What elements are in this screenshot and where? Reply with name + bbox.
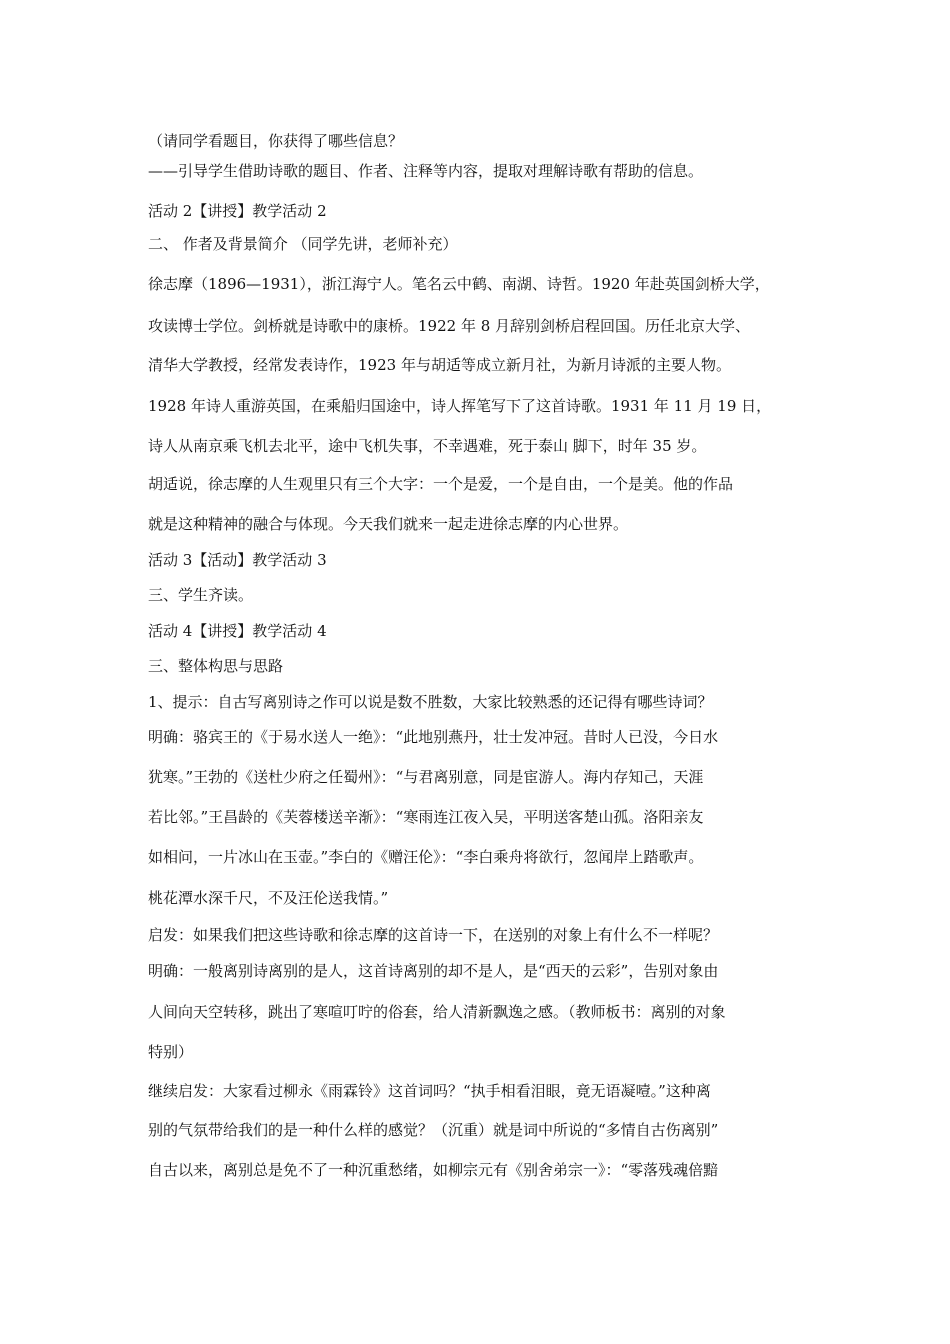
text-line: （请同学看题目，你获得了哪些信息？: [148, 132, 404, 150]
text-line: 别的气氛带给我们的是一种什么样的感觉？（沉重）就是词中所说的“多情自古伤离别”: [148, 1121, 719, 1139]
text-line: 诗人从南京乘飞机去北平，途中飞机失事，不幸遇难，死于泰山 脚下，时年 35 岁。: [148, 437, 707, 455]
text-line: 胡适说，徐志摩的人生观里只有三个大字：一个是爱，一个是自由，一个是美。他的作品: [148, 475, 734, 493]
text-line: 继续启发：大家看过柳永《雨霖铃》这首词吗？“执手相看泪眼，竟无语凝噎。”这种离: [148, 1082, 711, 1100]
text-line: 清华大学教授，经常发表诗作，1923 年与胡适等成立新月社，为新月诗派的主要人物。: [148, 356, 731, 374]
text-line: 特别）: [148, 1043, 194, 1061]
section-heading: 三、学生齐读。: [148, 586, 254, 604]
text-line: 明确：一般离别诗离别的是人，这首诗离别的却不是人，是“西天的云彩”，告别对象由: [148, 962, 719, 980]
text-line: 攻读博士学位。剑桥就是诗歌中的康桥。1922 年 8 月辞别剑桥启程回国。历任北京大学、: [148, 317, 751, 335]
text-line: 犹寒。”王勃的《送杜少府之任蜀州》：“与君离别意，同是宦游人。海内存知己，天涯: [148, 768, 704, 786]
text-line: 桃花潭水深千尺，不及汪伦送我情。”: [148, 889, 389, 907]
text-line: 1928 年诗人重游英国，在乘船归国途中，诗人挥笔写下了这首诗歌。1931 年 11 月 19 日，: [148, 397, 772, 415]
text-line: 明确：骆宾王的《于易水送人一绝》：“此地别燕丹，壮士发冲冠。昔时人已没，今日水: [148, 728, 719, 746]
section-heading: 活动 3【活动】教学活动 3: [148, 551, 327, 569]
text-line: ——引导学生借助诗歌的题目、作者、注释等内容，提取对理解诗歌有帮助的信息。: [148, 162, 704, 180]
section-heading: 二、 作者及背景简介 （同学先讲，老师补充）: [148, 235, 458, 253]
text-line: 启发：如果我们把这些诗歌和徐志摩的这首诗一下，在送别的对象上有什么不一样呢？: [148, 926, 719, 944]
text-line: 若比邻。”王昌龄的《芙蓉楼送辛渐》：“寒雨连江夜入吴，平明送客楚山孤。洛阳亲友: [148, 808, 704, 826]
text-line: 1、提示：自古写离别诗之作可以说是数不胜数，大家比较熟悉的还记得有哪些诗词？: [148, 693, 713, 711]
section-heading: 三、整体构思与思路: [148, 657, 284, 675]
section-heading: 活动 4【讲授】教学活动 4: [148, 622, 327, 640]
text-line: 如相问，一片冰山在玉壶。”李白的《赠汪伦》：“李白乘舟将欲行，忽闻岸上踏歌声。: [148, 848, 704, 866]
text-line: 徐志摩（1896—1931），浙江海宁人。笔名云中鹤、南湖、诗哲。1920 年赴英国剑桥大学，: [148, 275, 770, 293]
text-line: 人间向天空转移，跳出了寒喧叮咛的俗套，给人清新飘逸之感。（教师板书：离别的对象: [148, 1003, 726, 1021]
text-line: 自古以来，离别总是免不了一种沉重愁绪，如柳宗元有《别舍弟宗一》：“零落残魂倍黯: [148, 1161, 719, 1179]
text-line: 就是这种精神的融合与体现。今天我们就来一起走进徐志摩的内心世界。: [148, 515, 629, 533]
section-heading: 活动 2【讲授】教学活动 2: [148, 202, 327, 220]
